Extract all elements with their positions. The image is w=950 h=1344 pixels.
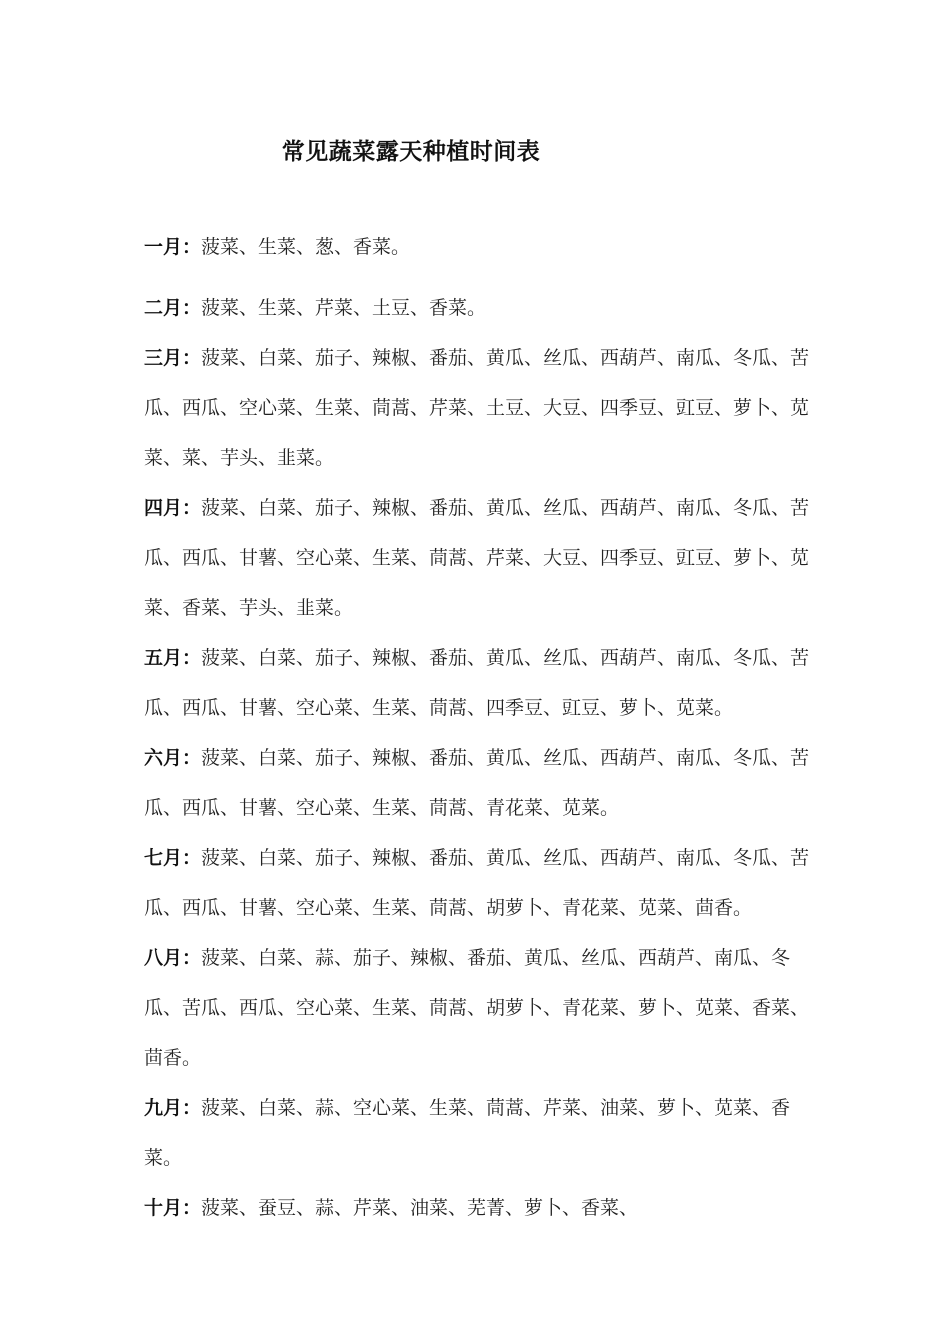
vegetable-list: 菠菜、白菜、蒜、茄子、辣椒、番茄、黄瓜、丝瓜、西葫芦、南瓜、冬瓜、苦瓜、西瓜、空心菜、生菜、茼蒿、胡萝卜、青花菜、萝卜、苋菜、香菜、茴香。 [144, 947, 810, 1069]
month-label: 六月： [144, 747, 202, 769]
month-label: 十月： [144, 1197, 202, 1219]
vegetable-list: 菠菜、白菜、茄子、辣椒、番茄、黄瓜、丝瓜、西葫芦、南瓜、冬瓜、苦瓜、西瓜、甘薯、空心菜、生菜、茼蒿、四季豆、豇豆、萝卜、苋菜。 [144, 647, 810, 719]
month-label: 九月： [144, 1097, 202, 1119]
page-title: 常见蔬菜露天种植时间表 [281, 139, 541, 165]
month-label: 一月： [144, 236, 202, 258]
entry-september [144, 1083, 824, 1183]
entry-october [144, 1183, 824, 1233]
month-label: 三月： [144, 347, 202, 369]
entry-march [144, 333, 824, 483]
month-label: 七月： [144, 847, 202, 869]
month-label: 五月： [144, 647, 202, 669]
vegetable-list: 菠菜、白菜、茄子、辣椒、番茄、黄瓜、丝瓜、西葫芦、南瓜、冬瓜、苦瓜、西瓜、甘薯、空心菜、生菜、茼蒿、胡萝卜、青花菜、苋菜、茴香。 [144, 847, 810, 919]
entry-february [144, 283, 824, 333]
vegetable-list: 菠菜、白菜、茄子、辣椒、番茄、黄瓜、丝瓜、西葫芦、南瓜、冬瓜、苦瓜、西瓜、甘薯、空心菜、生菜、茼蒿、芹菜、大豆、四季豆、豇豆、萝卜、苋菜、香菜、芋头、韭菜。 [144, 497, 810, 619]
month-label: 四月： [144, 497, 202, 519]
planting-schedule [144, 222, 824, 1233]
entry-april [144, 483, 824, 633]
entry-august [144, 933, 824, 1083]
entry-may [144, 633, 824, 733]
month-label: 八月： [144, 947, 202, 969]
entry-june [144, 733, 824, 833]
entry-july [144, 833, 824, 933]
vegetable-list: 菠菜、蚕豆、蒜、芹菜、油菜、芜菁、萝卜、香菜、 [201, 1197, 639, 1219]
vegetable-list: 菠菜、白菜、茄子、辣椒、番茄、黄瓜、丝瓜、西葫芦、南瓜、冬瓜、苦瓜、西瓜、甘薯、空心菜、生菜、茼蒿、青花菜、苋菜。 [144, 747, 810, 819]
month-label: 二月： [144, 297, 202, 319]
vegetable-list: 菠菜、生菜、葱、香菜。 [201, 236, 411, 258]
vegetable-list: 菠菜、白菜、蒜、空心菜、生菜、茼蒿、芹菜、油菜、萝卜、苋菜、香菜。 [144, 1097, 791, 1169]
vegetable-list: 菠菜、生菜、芹菜、土豆、香菜。 [201, 297, 487, 319]
vegetable-list: 菠菜、白菜、茄子、辣椒、番茄、黄瓜、丝瓜、西葫芦、南瓜、冬瓜、苦瓜、西瓜、空心菜、生菜、茼蒿、芹菜、土豆、大豆、四季豆、豇豆、萝卜、苋菜、菜、芋头、韭菜。 [144, 347, 810, 469]
entry-january [144, 222, 824, 272]
